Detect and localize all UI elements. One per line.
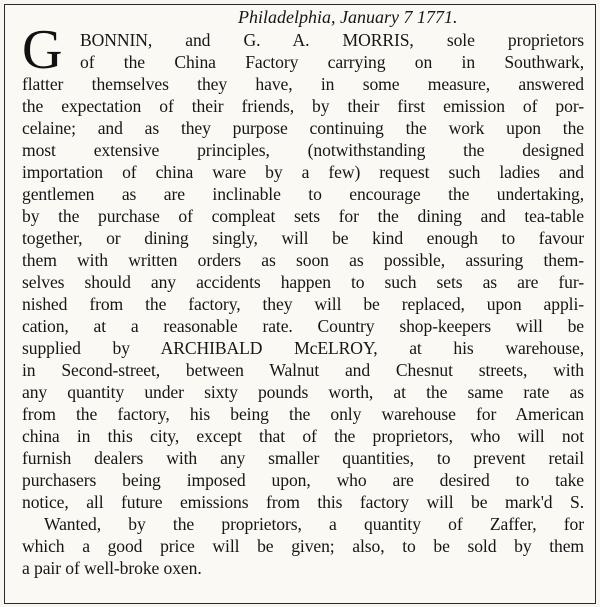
text-line: the expectation of their friends, by their first emission of por- bbox=[22, 96, 584, 116]
text-line: any quantity under sixty pounds worth, at the same rate as bbox=[22, 382, 584, 402]
text-line: them with written orders as soon as possible, assuring them- bbox=[22, 250, 584, 270]
text-line: cation, at a reasonable rate. Country shop-keepers will be bbox=[22, 316, 584, 336]
text-line: flatter themselves they have, in some measure, answered bbox=[22, 74, 584, 94]
text-line: of the China Factory carrying on in Southwark, bbox=[80, 52, 584, 72]
text-line: supplied by ARCHIBALD McELROY, at his warehouse, bbox=[22, 338, 584, 358]
text-line: celaine; and as they purpose continuing the work upon the bbox=[22, 118, 584, 138]
text-line: nished from the factory, they will be replaced, upon appli- bbox=[22, 294, 584, 314]
text-line: selves should any accidents happen to such sets as are fur- bbox=[22, 272, 584, 292]
text-line: furnish dealers with any smaller quantities, to prevent retail bbox=[22, 448, 584, 468]
text-line: from the factory, his being the only warehouse for American bbox=[22, 404, 584, 424]
text-line: in Second-street, between Walnut and Chesnut streets, with bbox=[22, 360, 584, 380]
text-line: most extensive principles, (notwithstanding the designed bbox=[22, 140, 584, 160]
text-line: notice, all future emissions from this factory will be mark'd S. bbox=[22, 492, 584, 512]
text-line: gentlemen as are inclinable to encourage the undertaking, bbox=[22, 184, 584, 204]
drop-cap: G bbox=[22, 19, 63, 81]
text-line: BONNIN, and G. A. MORRIS, sole proprietors bbox=[80, 30, 584, 50]
text-line: a pair of well-broke oxen. bbox=[22, 558, 202, 578]
text-line: together, or dining singly, will be kind enough to favour bbox=[22, 228, 584, 248]
text-line: purchasers being imposed upon, who are desired to take bbox=[22, 470, 584, 490]
text-line: by the purchase of compleat sets for the dining and tea-table bbox=[22, 206, 584, 226]
text-line: china in this city, except that of the proprietors, who will not bbox=[22, 426, 584, 446]
text-line: which a good price will be given; also, to be sold by them bbox=[22, 536, 584, 556]
dateline: Philadelphia, January 7 1771. bbox=[238, 7, 458, 27]
text-line: Wanted, by the proprietors, a quantity of Zaffer, for bbox=[44, 514, 584, 534]
text-line: importation of china ware by a few) request such ladies and bbox=[22, 162, 584, 182]
